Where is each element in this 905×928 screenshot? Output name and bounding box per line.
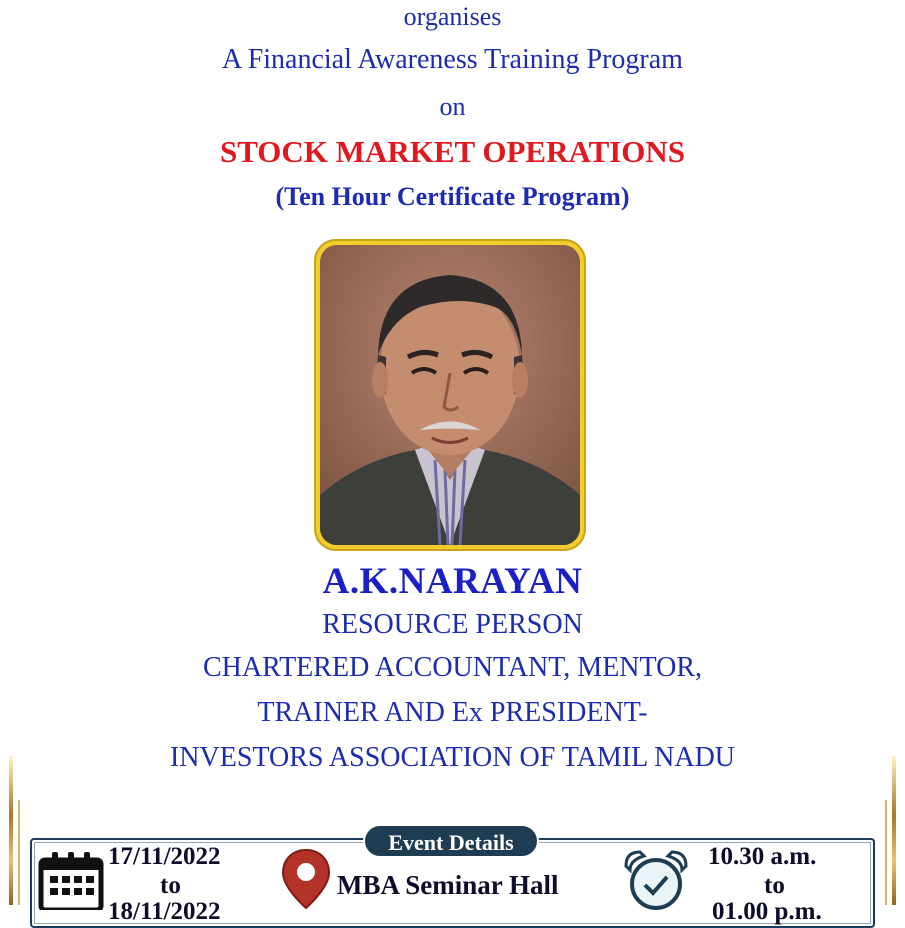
speaker-description-line: TRAINER AND Ex PRESIDENT- bbox=[257, 697, 648, 728]
calendar-icon bbox=[38, 850, 104, 910]
speaker-description-line: CHARTERED ACCOUNTANT, MENTOR, bbox=[202, 652, 703, 683]
event-time-end: 01.00 p.m. bbox=[712, 898, 822, 925]
event-date-end: 18/11/2022 bbox=[108, 898, 221, 925]
gold-border-left-inner bbox=[18, 800, 20, 905]
gold-border-right bbox=[892, 756, 896, 905]
program-title: A Financial Awareness Training Program bbox=[222, 44, 683, 75]
event-date-separator: to bbox=[160, 872, 181, 899]
speaker-name: A.K.NARAYAN bbox=[322, 561, 583, 602]
speaker-description-line: INVESTORS ASSOCIATION OF TAMIL NADU bbox=[169, 742, 736, 773]
gold-border-left bbox=[9, 756, 13, 905]
gold-border-right-inner bbox=[885, 800, 887, 905]
event-details-badge: Event Details bbox=[363, 824, 539, 858]
speaker-photo-frame bbox=[314, 239, 586, 551]
event-venue: MBA Seminar Hall bbox=[337, 870, 559, 900]
event-date-start: 17/11/2022 bbox=[108, 843, 221, 870]
organises-text: organises bbox=[403, 2, 502, 31]
topic-title: STOCK MARKET OPERATIONS bbox=[219, 134, 686, 169]
location-pin-icon bbox=[281, 848, 331, 910]
speaker-role: RESOURCE PERSON bbox=[322, 609, 583, 640]
alarm-clock-icon bbox=[620, 848, 692, 910]
on-text: on bbox=[439, 92, 466, 121]
event-time-start: 10.30 a.m. bbox=[708, 843, 817, 870]
event-time-separator: to bbox=[764, 872, 785, 899]
speaker-portrait-illustration bbox=[320, 245, 580, 545]
program-subtitle: (Ten Hour Certificate Program) bbox=[275, 182, 630, 211]
speaker-photo bbox=[320, 245, 580, 545]
